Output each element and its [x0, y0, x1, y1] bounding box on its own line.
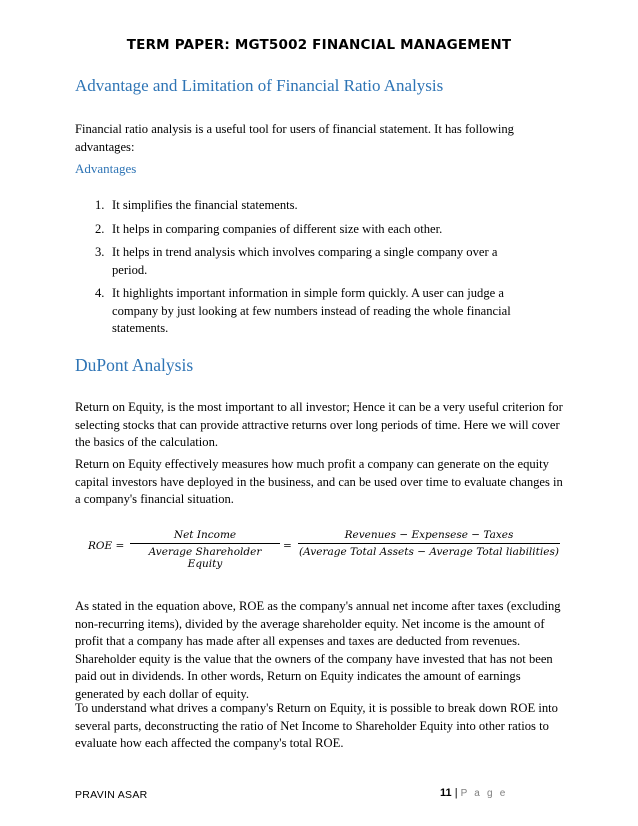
subheading-advantages: Advantages	[75, 161, 137, 176]
dupont-paragraph-4: To understand what drives a company's Return on Equity, it is possible to break down ROE into several parts, deconstructing the ratio of Net Income to Shareholder Equity into other ratios to evaluate how each affected the company's total ROE.	[75, 701, 558, 750]
fraction-net-income	[130, 529, 280, 570]
fraction-expanded	[298, 529, 560, 558]
section-heading-dupont: DuPont Analysis	[75, 355, 194, 375]
dupont-paragraph-1: Return on Equity, is the most important to all investor; Hence it can be a very useful criterion for selecting stocks that can provide attractive returns over long periods of time. Here we will cover the basics of the calculation.	[75, 400, 563, 449]
equals-sign: =	[283, 540, 292, 552]
roe-equation	[88, 527, 558, 569]
list-item-number: 2.	[95, 221, 105, 236]
fraction-numerator: Net Income	[173, 529, 237, 541]
footer-separator: |	[454, 787, 458, 799]
intro-paragraph: Financial ratio analysis is a useful tool for users of financial statement. It has following advantages:	[75, 122, 514, 154]
fraction-denominator: (Average Total Assets − Average Total liabilities)	[299, 546, 559, 558]
list-item-number: 1.	[95, 198, 105, 212]
page-label: P a g e	[460, 788, 508, 799]
list-item	[0, 285, 532, 338]
dupont-paragraph-2: Return on Equity effectively measures how much profit a company can generate on the equity capital investors have deployed in the business, and can be used over time to evaluate changes in a company's financial situation.	[75, 457, 563, 506]
footer-page-number	[440, 787, 508, 799]
list-item-text: It highlights important information in simple form quickly. A user can judge a company by just looking at few numbers instead of reading the whole financial statements.	[112, 286, 511, 335]
advantages-list	[0, 197, 532, 338]
section-heading-advantages: Advantage and Limitation of Financial Ratio Analysis	[75, 76, 444, 95]
list-item	[0, 244, 532, 279]
list-item-text: It simplifies the financial statements.	[112, 198, 298, 212]
fraction-denominator: Average Shareholder Equity	[148, 546, 262, 570]
document-header-title: TERM PAPER: MGT5002 FINANCIAL MANAGEMENT	[126, 37, 512, 53]
list-item	[0, 197, 532, 215]
list-item	[0, 221, 532, 239]
list-item-text: It helps in trend analysis which involves comparing a single company over a period.	[112, 245, 498, 277]
list-item-number: 3.	[95, 245, 105, 259]
list-item-number: 4.	[95, 286, 105, 300]
list-item-text: It helps in comparing companies of different size with each other.	[112, 221, 443, 236]
footer-author: PRAVIN ASAR	[75, 789, 148, 801]
fraction-numerator: Revenues − Expensese − Taxes	[344, 529, 514, 541]
dupont-paragraph-3: As stated in the equation above, ROE as the company's annual net income after taxes (excluding non-recurring items), divided by the average shareholder equity. Net income is the amount of profit that a company has made after all expenses and taxes are deducted from revenues. Shareholder equity is the value that the owners of the company have invested that has not been paid out in dividends. In other words, Return on Equity indicates the amount of earnings generated by each dollar of equity.	[75, 599, 561, 701]
equation-lhs: ROE =	[88, 540, 125, 552]
page-number: 11	[440, 787, 452, 799]
